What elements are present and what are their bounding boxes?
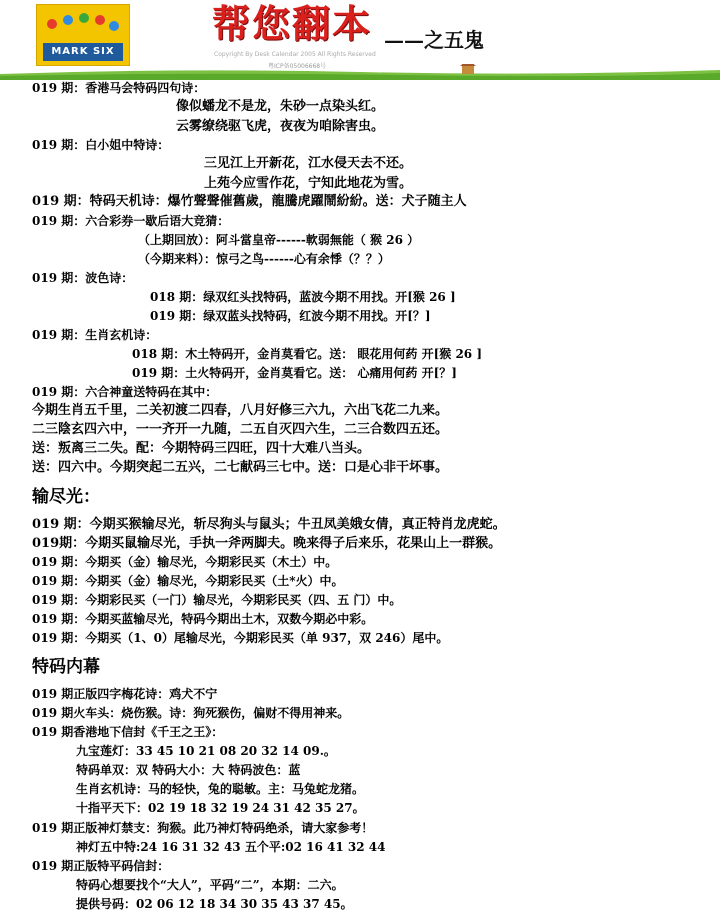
lose-line: 019期：今期买鼠输尽光，手执一斧两脚夫。晚来得子后来乐，花果山上一群猴。 xyxy=(32,536,502,551)
marksix-logo xyxy=(36,4,130,66)
verse-line: 送：四六中。今期突起二五兴，二七献码三七中。送：口是心非干坏事。 xyxy=(32,460,449,475)
inside-line: 019 期正版特平码信封： xyxy=(32,859,170,873)
wave-line: 018 期：绿双红头找特码，蓝波今期不用找。开[猴 26 ] xyxy=(150,290,456,304)
inside-line: 019 期正版神灯禁支：狗猴。此乃神灯特码绝杀，请大家参考！ xyxy=(32,821,374,835)
section-line: 019 期：六合神童送特码在其中： xyxy=(32,385,218,399)
section-line: 019 期：生肖玄机诗： xyxy=(32,328,158,342)
page-title: 帮您翻本 xyxy=(212,1,373,46)
section-line: 019 期：六合彩券一歇后语大竞猜： xyxy=(32,214,230,228)
poem-line: 像似蟠龙不是龙，朱砂一点染头红。 xyxy=(176,99,385,114)
section-line: 019 期：香港马会特码四句诗： xyxy=(32,81,206,95)
copyright-text: Copyright By Desk Calendar 2005 All Rights Reserved xyxy=(214,51,376,58)
envelope-line: 神灯五中特:24 16 31 32 43 五个平:02 16 41 32 44 xyxy=(76,840,386,854)
page-header xyxy=(0,0,720,80)
logo-ball-icon xyxy=(109,21,119,31)
lose-line: 019 期：今期买（金）输尽光，今期彩民买（木土）中。 xyxy=(32,555,338,569)
inside-line: 019 期香港地下信封《千王之王》： xyxy=(32,725,224,739)
envelope-line: 生肖玄机诗：马的轻快，兔的聪敏。主：马兔蛇龙猪。 xyxy=(76,782,365,796)
envelope-line: 十指平天下：02 19 18 32 19 24 31 42 35 27。 xyxy=(76,801,365,815)
riddle-line: （今期来料）：惊弓之鸟------心有余悸（？？） xyxy=(138,252,390,266)
verse-line: 今期生肖五千里，二关初渡二四春，八月好修三六九，六出飞花二九来。 xyxy=(32,403,449,418)
inside-line: 019 期火车头：烧伤猴。诗：狗死猴伤，偏财不得用神来。 xyxy=(32,706,350,720)
verse-line: 二三陰玄四六中，一一齐开一九随，二五自灭四六生，二三合数四五还。 xyxy=(32,422,449,437)
section-line: 019 期：白小姐中特诗： xyxy=(32,138,170,152)
inside-line: 019 期正版四字梅花诗：鸡犬不宁 xyxy=(32,687,218,701)
riddle-line: （上期回放）：阿斗當皇帝------軟弱無能（ 猴 26 ） xyxy=(138,233,420,247)
envelope-line: 提供号码：02 06 12 18 34 30 35 43 37 45。 xyxy=(76,897,353,911)
logo-ball-icon xyxy=(95,15,105,25)
verse-line: 送：叛离三二失。配：今期特码三四旺，四十大难八当头。 xyxy=(32,441,371,456)
section-heading: 输尽光： xyxy=(32,487,100,507)
poem-line: 上苑今应雪作花，宁知此地花为雪。 xyxy=(204,176,413,191)
page-subtitle: ——之五鬼 xyxy=(384,28,484,52)
logo-text: MARK SIX xyxy=(43,43,123,61)
roof-icon xyxy=(460,64,476,66)
zodiac-line: 019 期：土火特码开，金肖莫看它。送： 心痛用何药 开[？] xyxy=(132,366,457,380)
grass-divider xyxy=(0,64,720,80)
section-line: 019 期：特码天机诗：爆竹聲聲催舊歲，龍騰虎躍鬧紛紛。送：犬子随主人 xyxy=(32,194,467,209)
wave-line: 019 期：绿双蓝头找特码，红波今期不用找。开[？] xyxy=(150,309,431,323)
section-heading: 特码内幕 xyxy=(32,657,100,677)
envelope-line: 九宝莲灯：33 45 10 21 08 20 32 14 09.。 xyxy=(76,744,336,758)
lose-line: 019 期：今期买猴输尽光，斩尽狗头与鼠头；牛丑凤美娥女倩，真正特肖龙虎蛇。 xyxy=(32,517,506,532)
icp-number: 粤ICP备05006668号 xyxy=(268,63,327,70)
envelope-line: 特码心想要找个“大人”，平码“二”，本期：二六。 xyxy=(76,878,344,892)
poem-line: 云雾缭绕驱飞虎，夜夜为咱除害虫。 xyxy=(176,119,385,134)
logo-ball-icon xyxy=(79,13,89,23)
poem-line: 三见江上开新花，江水侵天去不还。 xyxy=(204,156,413,171)
lose-line: 019 期：今期买（1、0）尾输尽光，今期彩民买（单 937，双 246）尾中。 xyxy=(32,631,449,645)
lose-line: 019 期：今期买（金）输尽光，今期彩民买（土*火）中。 xyxy=(32,574,344,588)
logo-ball-icon xyxy=(63,15,73,25)
zodiac-line: 018 期：木土特码开，金肖莫看它。送： 眼花用何药 开[猴 26 ] xyxy=(132,347,482,361)
logo-ball-icon xyxy=(47,19,57,29)
lose-line: 019 期：今期彩民买（一门）输尽光，今期彩民买（四、五 门）中。 xyxy=(32,593,402,607)
lose-line: 019 期：今期买蓝输尽光，特码今期出土木，双数今期必中彩。 xyxy=(32,612,374,626)
envelope-line: 特码单双：双 特码大小：大 特码波色：蓝 xyxy=(76,763,301,777)
section-line: 019 期：波色诗： xyxy=(32,271,134,285)
